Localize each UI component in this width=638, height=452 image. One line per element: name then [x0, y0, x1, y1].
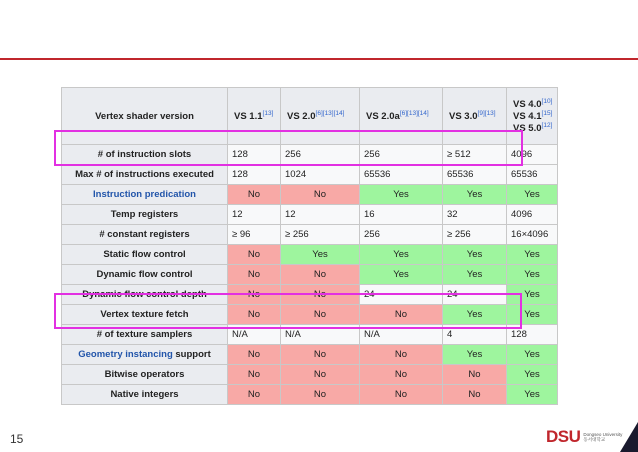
table-cell: Yes — [443, 265, 507, 285]
table-cell: N/A — [228, 325, 281, 345]
corner-decoration — [620, 422, 638, 452]
table-cell: N/A — [281, 325, 360, 345]
table-cell: Yes — [507, 245, 558, 265]
table-cell: 12 — [228, 205, 281, 225]
table-cell: Yes — [443, 345, 507, 365]
table-row — [62, 185, 558, 205]
table-cell: No — [228, 285, 281, 305]
row-label: # constant registers — [62, 225, 228, 245]
row-label: Native integers — [62, 385, 228, 405]
table-cell: ≥ 96 — [228, 225, 281, 245]
row-label: Temp registers — [62, 205, 228, 225]
table-cell: 16×4096 — [507, 225, 558, 245]
header-vs20: VS 2.0[6][13][14] — [281, 88, 360, 145]
row-label: Instruction predication — [62, 185, 228, 205]
table-cell: 128 — [228, 165, 281, 185]
table-cell: No — [360, 305, 443, 325]
page-number: 15 — [10, 432, 24, 446]
table-row — [62, 365, 558, 385]
table-cell: 65536 — [360, 165, 443, 185]
header-vs11: VS 1.1[13] — [228, 88, 281, 145]
table-cell: No — [281, 185, 360, 205]
table-cell: No — [228, 185, 281, 205]
table-row — [62, 265, 558, 285]
table-cell: 4096 — [507, 205, 558, 225]
table-cell: No — [228, 385, 281, 405]
header-vs30: VS 3.0[9][13] — [443, 88, 507, 145]
table-row — [62, 345, 558, 365]
table-cell: No — [443, 385, 507, 405]
table-cell: 65536 — [507, 165, 558, 185]
table-cell: 128 — [507, 325, 558, 345]
table-cell: 24 — [443, 285, 507, 305]
row-label: # of instruction slots — [62, 145, 228, 165]
row-label: Static flow control — [62, 245, 228, 265]
table-cell: No — [228, 245, 281, 265]
table-cell: No — [443, 365, 507, 385]
table-cell: Yes — [443, 185, 507, 205]
table-cell: No — [228, 365, 281, 385]
table-cell: ≥ 256 — [443, 225, 507, 245]
table-cell: 24 — [360, 285, 443, 305]
table-cell: 4096 — [507, 145, 558, 165]
table-row — [62, 165, 558, 185]
table-cell: No — [281, 265, 360, 285]
table-cell: 4 — [443, 325, 507, 345]
table-cell: 12 — [281, 205, 360, 225]
title-divider-line — [0, 58, 638, 60]
table-cell: 16 — [360, 205, 443, 225]
table-cell: Yes — [507, 265, 558, 285]
table-cell: No — [281, 365, 360, 385]
table-cell: ≥ 256 — [281, 225, 360, 245]
table-cell: Yes — [360, 245, 443, 265]
table-cell: 128 — [228, 145, 281, 165]
table-cell: 256 — [360, 225, 443, 245]
table-cell: No — [281, 345, 360, 365]
table-cell: No — [360, 385, 443, 405]
table-cell: Yes — [360, 265, 443, 285]
table-cell: Yes — [507, 345, 558, 365]
table-cell: No — [281, 305, 360, 325]
table-cell: No — [228, 345, 281, 365]
table-cell: Yes — [507, 385, 558, 405]
header-vs20a: VS 2.0a[6][13][14] — [360, 88, 443, 145]
table-row — [62, 245, 558, 265]
table-cell: ≥ 512 — [443, 145, 507, 165]
table-cell: 256 — [281, 145, 360, 165]
row-label: Dynamic flow control depth — [62, 285, 228, 305]
highlight-vertex-texture-fetch — [54, 293, 522, 329]
table-cell: Yes — [507, 305, 558, 325]
table-row — [62, 205, 558, 225]
row-label: Dynamic flow control — [62, 265, 228, 285]
table-row — [62, 225, 558, 245]
table-cell: Yes — [360, 185, 443, 205]
row-label: Max # of instructions executed — [62, 165, 228, 185]
dsu-logo: DSU Dongseo University 동서대학교 — [546, 427, 623, 446]
table-cell: N/A — [360, 325, 443, 345]
table-cell: 1024 — [281, 165, 360, 185]
table-cell: No — [360, 365, 443, 385]
table-cell: Yes — [443, 245, 507, 265]
table-cell: No — [281, 385, 360, 405]
table-cell: 256 — [360, 145, 443, 165]
highlight-instruction-slots — [54, 130, 523, 166]
table-cell: Yes — [507, 365, 558, 385]
table-row — [62, 385, 558, 405]
header-vs4x-5: VS 4.0[10] VS 4.1[15] VS 5.0[12] — [507, 88, 558, 145]
table-cell: No — [281, 285, 360, 305]
table-cell: Yes — [507, 185, 558, 205]
table-cell: No — [360, 345, 443, 365]
table-cell: Yes — [281, 245, 360, 265]
table-cell: Yes — [443, 305, 507, 325]
row-label: Bitwise operators — [62, 365, 228, 385]
header-label: Vertex shader version — [62, 88, 228, 145]
table-cell: Yes — [507, 285, 558, 305]
table-cell: No — [228, 305, 281, 325]
row-label: Geometry instancing support — [62, 345, 228, 365]
table-cell: 32 — [443, 205, 507, 225]
table-cell: No — [228, 265, 281, 285]
row-label: # of texture samplers — [62, 325, 228, 345]
row-label: Vertex texture fetch — [62, 305, 228, 325]
table-cell: 65536 — [443, 165, 507, 185]
